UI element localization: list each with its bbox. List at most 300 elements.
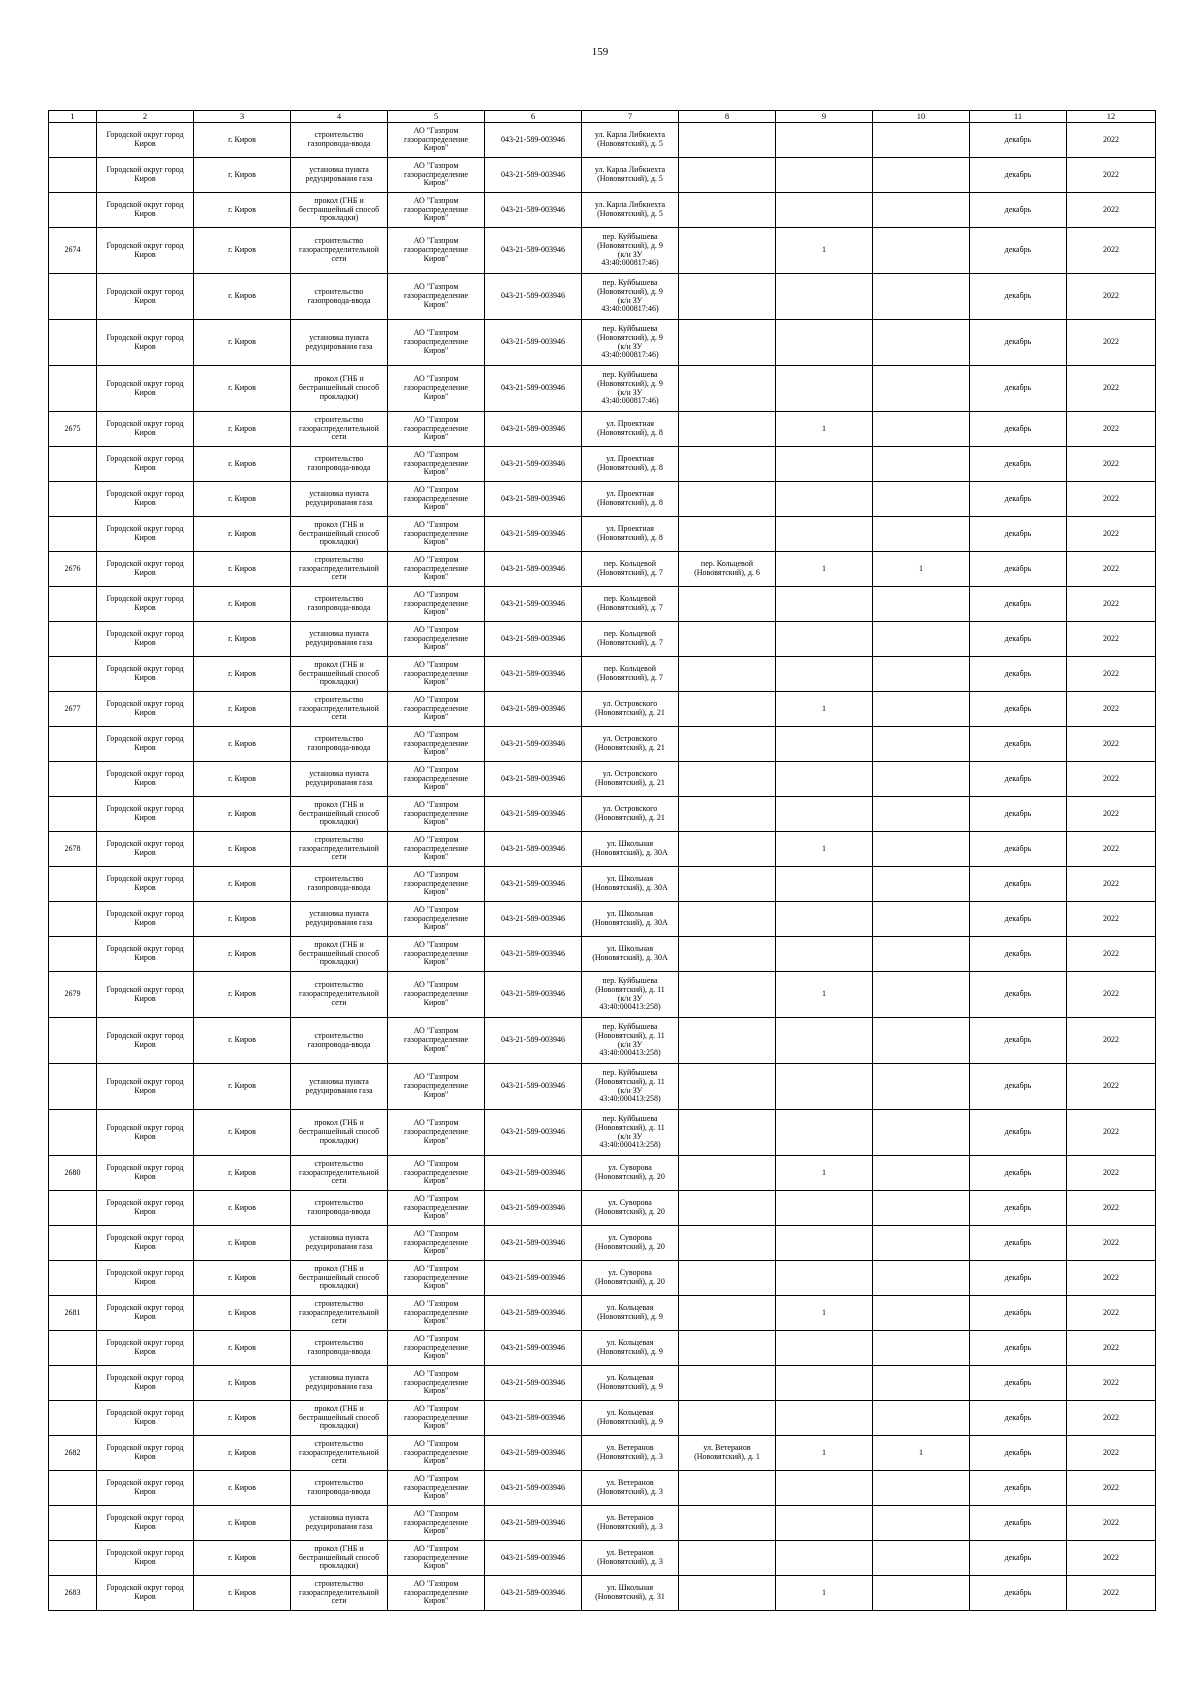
- table-row: [49, 482, 1156, 517]
- code-cell: 043-21-589-003946: [485, 412, 582, 447]
- count-cell: [776, 482, 873, 517]
- address-cell: пер. Куйбышева (Нововятский), д. 11 (к/н ЗУ 43:40:000413:258): [582, 1110, 679, 1156]
- organization-cell: АО "Газпром газораспределение Киров": [388, 657, 485, 692]
- work-type-cell: установка пункта редуцирования газа: [291, 1226, 388, 1261]
- work-type-cell: строительство газораспределительной сети: [291, 228, 388, 274]
- month-cell: декабрь: [970, 1261, 1067, 1296]
- city-cell: г. Киров: [194, 1401, 291, 1436]
- row-number-cell: [49, 366, 97, 412]
- extra-address-cell: [679, 158, 776, 193]
- table-row: [49, 972, 1156, 1018]
- row-number-cell: [49, 762, 97, 797]
- organization-cell: АО "Газпром газораспределение Киров": [388, 1018, 485, 1064]
- district-cell: Городской округ город Киров: [97, 412, 194, 447]
- count-cell: 1: [776, 972, 873, 1018]
- row-number-cell: [49, 1226, 97, 1261]
- code-cell: 043-21-589-003946: [485, 1261, 582, 1296]
- work-type-cell: установка пункта редуцирования газа: [291, 158, 388, 193]
- organization-cell: АО "Газпром газораспределение Киров": [388, 622, 485, 657]
- year-cell: 2022: [1067, 412, 1156, 447]
- table-row: [49, 1156, 1156, 1191]
- row-number-cell: [49, 867, 97, 902]
- work-type-cell: установка пункта редуцирования газа: [291, 762, 388, 797]
- year-cell: 2022: [1067, 1064, 1156, 1110]
- month-cell: декабрь: [970, 1110, 1067, 1156]
- work-type-cell: строительство газопровода-ввода: [291, 1018, 388, 1064]
- extra-address-cell: [679, 320, 776, 366]
- year-cell: 2022: [1067, 1156, 1156, 1191]
- year-cell: 2022: [1067, 552, 1156, 587]
- address-cell: ул. Школьная (Нововятский), д. 30А: [582, 832, 679, 867]
- extra-address-cell: [679, 366, 776, 412]
- district-cell: Городской округ город Киров: [97, 366, 194, 412]
- extra-address-cell: [679, 867, 776, 902]
- extra-address-cell: [679, 412, 776, 447]
- extra-address-cell: [679, 482, 776, 517]
- organization-cell: АО "Газпром газораспределение Киров": [388, 447, 485, 482]
- year-cell: 2022: [1067, 692, 1156, 727]
- address-cell: ул. Школьная (Нововятский), д. 30А: [582, 902, 679, 937]
- city-cell: г. Киров: [194, 274, 291, 320]
- work-type-cell: установка пункта редуцирования газа: [291, 1366, 388, 1401]
- month-cell: декабрь: [970, 1541, 1067, 1576]
- count-cell: [776, 274, 873, 320]
- year-cell: 2022: [1067, 320, 1156, 366]
- city-cell: г. Киров: [194, 366, 291, 412]
- address-cell: ул. Суворова (Нововятский), д. 20: [582, 1226, 679, 1261]
- count-cell: [776, 867, 873, 902]
- work-type-cell: строительство газопровода-ввода: [291, 1191, 388, 1226]
- table-row: [49, 193, 1156, 228]
- count-cell: [776, 1110, 873, 1156]
- extra-address-cell: [679, 622, 776, 657]
- organization-cell: АО "Газпром газораспределение Киров": [388, 366, 485, 412]
- count-extra-cell: [873, 867, 970, 902]
- count-extra-cell: [873, 228, 970, 274]
- district-cell: Городской округ город Киров: [97, 1296, 194, 1331]
- count-cell: 1: [776, 1296, 873, 1331]
- extra-address-cell: [679, 1110, 776, 1156]
- code-cell: 043-21-589-003946: [485, 1191, 582, 1226]
- organization-cell: АО "Газпром газораспределение Киров": [388, 937, 485, 972]
- extra-address-cell: [679, 447, 776, 482]
- extra-address-cell: [679, 1064, 776, 1110]
- organization-cell: АО "Газпром газораспределение Киров": [388, 797, 485, 832]
- row-number-cell: 2678: [49, 832, 97, 867]
- count-cell: [776, 158, 873, 193]
- year-cell: 2022: [1067, 1436, 1156, 1471]
- month-cell: декабрь: [970, 657, 1067, 692]
- count-extra-cell: [873, 193, 970, 228]
- table-row: [49, 587, 1156, 622]
- district-cell: Городской округ город Киров: [97, 972, 194, 1018]
- city-cell: г. Киров: [194, 867, 291, 902]
- row-number-cell: [49, 1401, 97, 1436]
- month-cell: декабрь: [970, 587, 1067, 622]
- extra-address-cell: [679, 1576, 776, 1611]
- table-row: [49, 1576, 1156, 1611]
- city-cell: г. Киров: [194, 1506, 291, 1541]
- district-cell: Городской округ город Киров: [97, 622, 194, 657]
- district-cell: Городской округ город Киров: [97, 228, 194, 274]
- code-cell: 043-21-589-003946: [485, 1018, 582, 1064]
- row-number-cell: 2680: [49, 1156, 97, 1191]
- count-cell: [776, 366, 873, 412]
- count-cell: [776, 657, 873, 692]
- year-cell: 2022: [1067, 482, 1156, 517]
- table-row: [49, 366, 1156, 412]
- row-number-cell: [49, 1261, 97, 1296]
- organization-cell: АО "Газпром газораспределение Киров": [388, 727, 485, 762]
- year-cell: 2022: [1067, 762, 1156, 797]
- extra-address-cell: [679, 762, 776, 797]
- count-extra-cell: [873, 1156, 970, 1191]
- year-cell: 2022: [1067, 517, 1156, 552]
- city-cell: г. Киров: [194, 158, 291, 193]
- count-cell: [776, 447, 873, 482]
- year-cell: 2022: [1067, 1331, 1156, 1366]
- year-cell: 2022: [1067, 867, 1156, 902]
- year-cell: 2022: [1067, 902, 1156, 937]
- row-number-cell: [49, 1541, 97, 1576]
- extra-address-cell: [679, 1261, 776, 1296]
- row-number-cell: 2681: [49, 1296, 97, 1331]
- page-number: 159: [591, 46, 609, 58]
- code-cell: 043-21-589-003946: [485, 1436, 582, 1471]
- count-cell: [776, 1261, 873, 1296]
- work-type-cell: прокол (ГНБ и бестраншейный способ прокладки): [291, 366, 388, 412]
- month-cell: декабрь: [970, 366, 1067, 412]
- work-type-cell: строительство газопровода-ввода: [291, 727, 388, 762]
- column-header: 3: [194, 111, 291, 123]
- count-extra-cell: [873, 1296, 970, 1331]
- count-extra-cell: [873, 622, 970, 657]
- count-extra-cell: [873, 587, 970, 622]
- column-header: 12: [1067, 111, 1156, 123]
- month-cell: декабрь: [970, 727, 1067, 762]
- city-cell: г. Киров: [194, 1261, 291, 1296]
- code-cell: 043-21-589-003946: [485, 657, 582, 692]
- work-type-cell: установка пункта редуцирования газа: [291, 1506, 388, 1541]
- table-row: [49, 320, 1156, 366]
- header-row: [49, 111, 1156, 123]
- organization-cell: АО "Газпром газораспределение Киров": [388, 1110, 485, 1156]
- address-cell: ул. Проектная (Нововятский), д. 8: [582, 482, 679, 517]
- count-cell: [776, 1331, 873, 1366]
- count-extra-cell: [873, 1576, 970, 1611]
- organization-cell: АО "Газпром газораспределение Киров": [388, 1366, 485, 1401]
- organization-cell: АО "Газпром газораспределение Киров": [388, 972, 485, 1018]
- city-cell: г. Киров: [194, 320, 291, 366]
- year-cell: 2022: [1067, 1261, 1156, 1296]
- year-cell: 2022: [1067, 366, 1156, 412]
- month-cell: декабрь: [970, 274, 1067, 320]
- city-cell: г. Киров: [194, 727, 291, 762]
- table-row: [49, 517, 1156, 552]
- table-row: [49, 447, 1156, 482]
- organization-cell: АО "Газпром газораспределение Киров": [388, 1401, 485, 1436]
- count-cell: [776, 1226, 873, 1261]
- organization-cell: АО "Газпром газораспределение Киров": [388, 228, 485, 274]
- district-cell: Городской округ город Киров: [97, 1110, 194, 1156]
- count-extra-cell: [873, 274, 970, 320]
- city-cell: г. Киров: [194, 1331, 291, 1366]
- city-cell: г. Киров: [194, 1226, 291, 1261]
- year-cell: 2022: [1067, 1471, 1156, 1506]
- work-type-cell: строительство газораспределительной сети: [291, 1156, 388, 1191]
- address-cell: ул. Суворова (Нововятский), д. 20: [582, 1261, 679, 1296]
- code-cell: 043-21-589-003946: [485, 762, 582, 797]
- year-cell: 2022: [1067, 1110, 1156, 1156]
- row-number-cell: [49, 482, 97, 517]
- code-cell: 043-21-589-003946: [485, 972, 582, 1018]
- table-row: [49, 1471, 1156, 1506]
- extra-address-cell: [679, 1541, 776, 1576]
- count-cell: [776, 1366, 873, 1401]
- count-extra-cell: [873, 1506, 970, 1541]
- extra-address-cell: [679, 193, 776, 228]
- address-cell: пер. Кольцевой (Нововятский), д. 7: [582, 657, 679, 692]
- organization-cell: АО "Газпром газораспределение Киров": [388, 482, 485, 517]
- count-extra-cell: [873, 902, 970, 937]
- city-cell: г. Киров: [194, 622, 291, 657]
- city-cell: г. Киров: [194, 1576, 291, 1611]
- address-cell: ул. Карла Либкнехта (Нововятский), д. 5: [582, 123, 679, 158]
- code-cell: 043-21-589-003946: [485, 274, 582, 320]
- table-row: [49, 1191, 1156, 1226]
- count-cell: 1: [776, 832, 873, 867]
- count-cell: 1: [776, 1156, 873, 1191]
- extra-address-cell: [679, 1401, 776, 1436]
- extra-address-cell: [679, 692, 776, 727]
- column-header: 6: [485, 111, 582, 123]
- year-cell: 2022: [1067, 274, 1156, 320]
- code-cell: 043-21-589-003946: [485, 1366, 582, 1401]
- extra-address-cell: [679, 972, 776, 1018]
- table-row: [49, 832, 1156, 867]
- organization-cell: АО "Газпром газораспределение Киров": [388, 902, 485, 937]
- organization-cell: АО "Газпром газораспределение Киров": [388, 552, 485, 587]
- district-cell: Городской округ город Киров: [97, 1191, 194, 1226]
- row-number-cell: 2675: [49, 412, 97, 447]
- count-cell: [776, 937, 873, 972]
- year-cell: 2022: [1067, 657, 1156, 692]
- city-cell: г. Киров: [194, 412, 291, 447]
- work-type-cell: строительство газораспределительной сети: [291, 1576, 388, 1611]
- work-type-cell: прокол (ГНБ и бестраншейный способ прокладки): [291, 1541, 388, 1576]
- district-cell: Городской округ город Киров: [97, 1366, 194, 1401]
- work-type-cell: строительство газораспределительной сети: [291, 412, 388, 447]
- address-cell: пер. Кольцевой (Нововятский), д. 7: [582, 552, 679, 587]
- row-number-cell: [49, 1331, 97, 1366]
- code-cell: 043-21-589-003946: [485, 552, 582, 587]
- year-cell: 2022: [1067, 1541, 1156, 1576]
- organization-cell: АО "Газпром газораспределение Киров": [388, 1541, 485, 1576]
- count-extra-cell: [873, 482, 970, 517]
- table-row: [49, 1226, 1156, 1261]
- count-cell: [776, 1018, 873, 1064]
- code-cell: 043-21-589-003946: [485, 797, 582, 832]
- table-row: [49, 123, 1156, 158]
- row-number-cell: 2683: [49, 1576, 97, 1611]
- organization-cell: АО "Газпром газораспределение Киров": [388, 867, 485, 902]
- district-cell: Городской округ город Киров: [97, 1156, 194, 1191]
- table-row: [49, 797, 1156, 832]
- row-number-cell: [49, 274, 97, 320]
- row-number-cell: 2679: [49, 972, 97, 1018]
- address-cell: ул. Карла Либкнехта (Нововятский), д. 5: [582, 158, 679, 193]
- work-type-cell: прокол (ГНБ и бестраншейный способ прокладки): [291, 1110, 388, 1156]
- work-type-cell: строительство газопровода-ввода: [291, 1331, 388, 1366]
- month-cell: декабрь: [970, 1226, 1067, 1261]
- address-cell: ул. Школьная (Нововятский), д. 30А: [582, 867, 679, 902]
- extra-address-cell: [679, 657, 776, 692]
- extra-address-cell: ул. Ветеранов (Нововятский), д. 1: [679, 1436, 776, 1471]
- district-cell: Городской округ город Киров: [97, 1541, 194, 1576]
- work-type-cell: строительство газопровода-ввода: [291, 1471, 388, 1506]
- code-cell: 043-21-589-003946: [485, 832, 582, 867]
- district-cell: Городской округ город Киров: [97, 1471, 194, 1506]
- count-cell: [776, 1064, 873, 1110]
- count-cell: 1: [776, 412, 873, 447]
- column-header: 8: [679, 111, 776, 123]
- city-cell: г. Киров: [194, 482, 291, 517]
- count-extra-cell: 1: [873, 552, 970, 587]
- count-extra-cell: [873, 1366, 970, 1401]
- count-extra-cell: [873, 1018, 970, 1064]
- row-number-cell: [49, 517, 97, 552]
- organization-cell: АО "Газпром газораспределение Киров": [388, 1506, 485, 1541]
- count-cell: [776, 1191, 873, 1226]
- month-cell: декабрь: [970, 797, 1067, 832]
- extra-address-cell: [679, 832, 776, 867]
- year-cell: 2022: [1067, 1506, 1156, 1541]
- work-type-cell: прокол (ГНБ и бестраншейный способ прокладки): [291, 517, 388, 552]
- count-cell: [776, 1401, 873, 1436]
- address-cell: ул. Школьная (Нововятский), д. 30А: [582, 937, 679, 972]
- extra-address-cell: [679, 1331, 776, 1366]
- month-cell: декабрь: [970, 1401, 1067, 1436]
- city-cell: г. Киров: [194, 1110, 291, 1156]
- city-cell: г. Киров: [194, 123, 291, 158]
- city-cell: г. Киров: [194, 1471, 291, 1506]
- work-type-cell: строительство газораспределительной сети: [291, 972, 388, 1018]
- month-cell: декабрь: [970, 692, 1067, 727]
- month-cell: декабрь: [970, 123, 1067, 158]
- row-number-cell: [49, 123, 97, 158]
- district-cell: Городской округ город Киров: [97, 1226, 194, 1261]
- code-cell: 043-21-589-003946: [485, 622, 582, 657]
- count-cell: [776, 902, 873, 937]
- code-cell: 043-21-589-003946: [485, 1064, 582, 1110]
- count-extra-cell: [873, 657, 970, 692]
- city-cell: г. Киров: [194, 1296, 291, 1331]
- work-type-cell: строительство газопровода-ввода: [291, 867, 388, 902]
- city-cell: г. Киров: [194, 1191, 291, 1226]
- row-number-cell: [49, 1506, 97, 1541]
- row-number-cell: 2676: [49, 552, 97, 587]
- month-cell: декабрь: [970, 972, 1067, 1018]
- table-row: [49, 1018, 1156, 1064]
- count-extra-cell: [873, 937, 970, 972]
- table-row: [49, 158, 1156, 193]
- organization-cell: АО "Газпром газораспределение Киров": [388, 158, 485, 193]
- year-cell: 2022: [1067, 1576, 1156, 1611]
- code-cell: 043-21-589-003946: [485, 1576, 582, 1611]
- district-cell: Городской округ город Киров: [97, 123, 194, 158]
- city-cell: г. Киров: [194, 1156, 291, 1191]
- work-type-cell: прокол (ГНБ и бестраншейный способ прокладки): [291, 937, 388, 972]
- count-extra-cell: [873, 366, 970, 412]
- count-cell: [776, 123, 873, 158]
- column-header: 7: [582, 111, 679, 123]
- work-type-cell: прокол (ГНБ и бестраншейный способ прокладки): [291, 1261, 388, 1296]
- organization-cell: АО "Газпром газораспределение Киров": [388, 123, 485, 158]
- count-extra-cell: [873, 797, 970, 832]
- organization-cell: АО "Газпром газораспределение Киров": [388, 517, 485, 552]
- address-cell: ул. Суворова (Нововятский), д. 20: [582, 1191, 679, 1226]
- table-row: [49, 1506, 1156, 1541]
- code-cell: 043-21-589-003946: [485, 1401, 582, 1436]
- city-cell: г. Киров: [194, 657, 291, 692]
- district-cell: Городской округ город Киров: [97, 1331, 194, 1366]
- district-cell: Городской округ город Киров: [97, 552, 194, 587]
- address-cell: пер. Куйбышева (Нововятский), д. 11 (к/н ЗУ 43:40:000413:258): [582, 972, 679, 1018]
- address-cell: ул. Карла Либкнехта (Нововятский), д. 5: [582, 193, 679, 228]
- year-cell: 2022: [1067, 937, 1156, 972]
- code-cell: 043-21-589-003946: [485, 447, 582, 482]
- district-cell: Городской округ город Киров: [97, 832, 194, 867]
- city-cell: г. Киров: [194, 193, 291, 228]
- count-extra-cell: [873, 1471, 970, 1506]
- work-type-cell: строительство газораспределительной сети: [291, 1296, 388, 1331]
- work-type-cell: строительство газораспределительной сети: [291, 832, 388, 867]
- district-cell: Городской округ город Киров: [97, 937, 194, 972]
- count-cell: [776, 797, 873, 832]
- row-number-cell: [49, 797, 97, 832]
- count-extra-cell: [873, 1331, 970, 1366]
- year-cell: 2022: [1067, 832, 1156, 867]
- count-cell: [776, 320, 873, 366]
- extra-address-cell: [679, 274, 776, 320]
- table-row: [49, 657, 1156, 692]
- organization-cell: АО "Газпром газораспределение Киров": [388, 832, 485, 867]
- work-type-cell: строительство газораспределительной сети: [291, 552, 388, 587]
- count-cell: 1: [776, 552, 873, 587]
- work-type-cell: строительство газораспределительной сети: [291, 692, 388, 727]
- address-cell: ул. Проектная (Нововятский), д. 8: [582, 412, 679, 447]
- organization-cell: АО "Газпром газораспределение Киров": [388, 320, 485, 366]
- table-row: [49, 552, 1156, 587]
- code-cell: 043-21-589-003946: [485, 320, 582, 366]
- work-type-cell: установка пункта редуцирования газа: [291, 1064, 388, 1110]
- city-cell: г. Киров: [194, 517, 291, 552]
- month-cell: декабрь: [970, 412, 1067, 447]
- count-extra-cell: [873, 320, 970, 366]
- code-cell: 043-21-589-003946: [485, 692, 582, 727]
- district-cell: Городской округ город Киров: [97, 727, 194, 762]
- code-cell: 043-21-589-003946: [485, 193, 582, 228]
- row-number-cell: [49, 1110, 97, 1156]
- row-number-cell: [49, 902, 97, 937]
- address-cell: пер. Куйбышева (Нововятский), д. 9 (к/н ЗУ 43:40:000817:46): [582, 366, 679, 412]
- column-header: 2: [97, 111, 194, 123]
- work-type-cell: установка пункта редуцирования газа: [291, 622, 388, 657]
- month-cell: декабрь: [970, 1576, 1067, 1611]
- code-cell: 043-21-589-003946: [485, 1471, 582, 1506]
- organization-cell: АО "Газпром газораспределение Киров": [388, 587, 485, 622]
- row-number-cell: [49, 320, 97, 366]
